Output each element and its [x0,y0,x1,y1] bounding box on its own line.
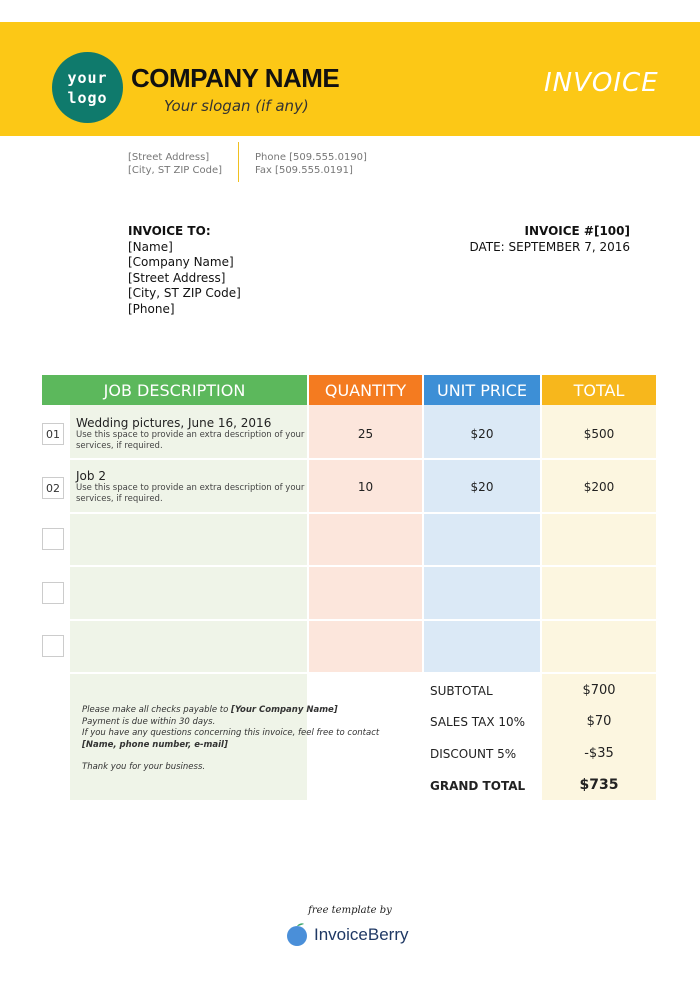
job-quantity: 10 [357,480,374,494]
job-description: Use this space to provide an extra description of your services, if required. [76,483,305,504]
row-divider [70,619,656,621]
row-number: 02 [42,477,64,499]
company-address [128,151,222,177]
row-divider [70,672,656,674]
bill-to-heading: INVOICE TO: [128,224,211,238]
company-name: COMPANY NAME [131,63,340,93]
logo-text-line1: your [67,68,108,87]
payment-notes [82,705,412,774]
company-city: [City, ST ZIP Code] [128,165,223,176]
job-description: Use this space to provide an extra description of your services, if required. [76,430,305,451]
company-street: [Street Address] [128,152,210,163]
bill-to-street: [Street Address] [128,270,226,285]
row-divider [70,512,656,514]
header-unit-price: UNIT PRICE [424,375,540,405]
tax-value: $70 [586,714,612,729]
header-job-description: JOB DESCRIPTION [42,375,307,405]
company-slogan: Your slogan (if any) [164,97,309,115]
invoice-meta [469,224,630,255]
invoice-date: DATE: SEPTEMBER 7, 2016 [469,239,630,254]
subtotal-label: SUBTOTAL [430,684,493,698]
row-divider [70,565,656,567]
company-contact [255,151,367,177]
row-number-empty [42,528,64,550]
qty-column-bg [309,405,422,672]
tax-label: SALES TAX 10% [430,715,526,729]
info-divider [238,142,239,182]
grand-total-label: GRAND TOTAL [430,779,526,793]
notes-contact: [Name, phone number, e-mail] [82,739,228,750]
company-fax: Fax [509.555.0191] [255,165,353,176]
bill-to-city: [City, ST ZIP Code] [128,286,241,300]
row-number-empty [42,635,64,657]
brand-name: InvoiceBerry [314,925,409,944]
logo-text-line2: logo [67,88,108,107]
header-quantity: QUANTITY [309,375,422,405]
job-unit-price: $20 [470,427,494,441]
bill-to-block [128,224,241,317]
notes-company-name: [Your Company Name] [231,705,338,715]
footer-tagline: free template by [308,905,392,916]
invoice-number: INVOICE #[100] [524,224,630,238]
company-logo [52,52,123,123]
job-unit-price: $20 [470,480,494,494]
job-title: Wedding pictures, June 16, 2016 [76,416,272,430]
notes-line3: If you have any questions concerning this invoice, feel free to contact [82,728,380,738]
job-title: Job 2 [76,469,106,483]
bill-to-name: [Name] [128,239,173,254]
bill-to-company: [Company Name] [128,255,234,269]
job-quantity: 25 [357,427,374,441]
document-title: INVOICE [544,68,659,98]
discount-label: DISCOUNT 5% [430,747,517,761]
row-divider [70,458,656,460]
job-total: $200 [583,480,615,494]
header-total: TOTAL [542,375,656,405]
job-total: $500 [583,427,615,441]
discount-value: -$35 [584,746,614,761]
grand-total-value: $735 [579,777,619,793]
subtotal-value: $700 [582,683,616,698]
row-number-empty [42,582,64,604]
notes-thanks: Thank you for your business. [82,762,206,772]
price-column-bg [424,405,540,672]
footer-brand[interactable] [285,923,408,947]
berry-logo-icon [285,923,309,947]
bill-to-phone: [Phone] [128,301,175,316]
total-column-bg [542,405,656,800]
company-phone: Phone [509.555.0190] [255,152,367,163]
notes-line2: Payment is due within 30 days. [82,716,216,727]
row-number: 01 [42,423,64,445]
notes-line1-prefix: Please make all checks payable to [82,705,232,715]
